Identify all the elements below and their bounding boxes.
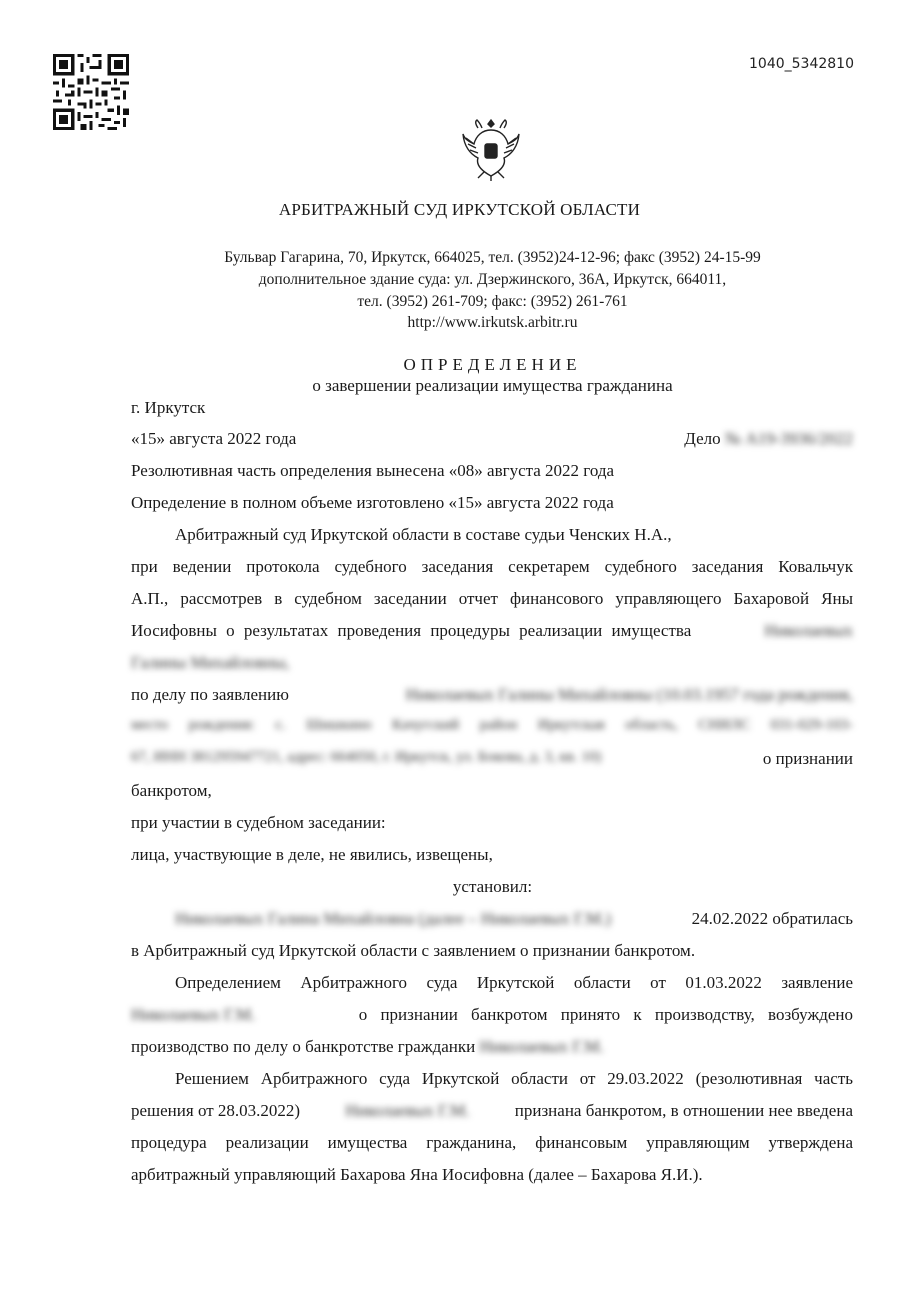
paragraph-2-line-2: А.П., рассмотрев в судебном заседании отчет финансового управляющего Бахаровой Яны bbox=[131, 589, 853, 608]
case-label: Дело bbox=[684, 429, 721, 448]
court-name: АРБИТРАЖНЫЙ СУД ИРКУТСКОЙ ОБЛАСТИ bbox=[278, 200, 641, 219]
paragraph-3-line-1 bbox=[131, 685, 853, 705]
paragraph-8-line-2 bbox=[131, 1101, 853, 1121]
paragraph-7-text: о признании банкротом принято к производству, возбуждено bbox=[358, 1005, 853, 1024]
city: г. Иркутск bbox=[131, 398, 206, 417]
paragraph-6-line-2: в Арбитражный суд Иркутской области с заявлением о признании банкротом. bbox=[131, 941, 696, 960]
date-case-row bbox=[131, 429, 853, 449]
paragraph-3-line-3 bbox=[131, 749, 853, 769]
paragraph-3-line-4: банкротом, bbox=[131, 781, 212, 800]
established-heading: установил: bbox=[452, 877, 533, 896]
court-website-link[interactable]: http://www.irkutsk.arbitr.ru bbox=[407, 314, 578, 331]
paragraph-3-text: о признании bbox=[762, 749, 853, 768]
paragraph-8-line-3: процедура реализации имущества гражданина, финансовым управляющим утверждена bbox=[131, 1133, 853, 1152]
redacted-name: Галины Михайловны, bbox=[131, 653, 290, 672]
paragraph-7-line-1: Определением Арбитражного суда Иркутской области от 01.03.2022 заявление bbox=[175, 973, 853, 992]
case-number-redacted: № А19-3936/2022 bbox=[724, 429, 853, 448]
address-line-2: дополнительное здание суда: ул. Дзержинского, 36А, Иркутск, 664011, bbox=[258, 271, 727, 288]
case-number bbox=[684, 429, 853, 449]
redacted-applicant-details: место рождения: с. Шишкино Качугский район Иркутская область, СНИЛС 031-029-103- bbox=[131, 717, 853, 733]
redacted-debtor: Николаевых Галина Михайловна (далее – Николаевых Г.М.) bbox=[175, 909, 612, 928]
coat-of-arms-icon bbox=[460, 116, 522, 182]
address-line-1: Бульвар Гагарина, 70, Иркутск, 664025, тел. (3952)24-12-96; факс (3952) 24-15-99 bbox=[224, 249, 761, 266]
paragraph-8-line-4: арбитражный управляющий Бахарова Яна Иосифовна (далее – Бахарова Я.И.). bbox=[131, 1165, 703, 1184]
paragraph-3-text: по делу по заявлению bbox=[131, 685, 289, 704]
paragraph-6-line-1 bbox=[175, 909, 853, 929]
paragraph-2-line-1: при ведении протокола судебного заседания секретарем судебного заседания Ковальчук bbox=[131, 557, 853, 576]
paragraph-8-line-1: Решением Арбитражного суда Иркутской области от 29.03.2022 (резолютивная часть bbox=[175, 1069, 853, 1088]
address-line-3: тел. (3952) 261-709; факс: (3952) 261-761 bbox=[357, 293, 628, 310]
absence-line: лица, участвующие в деле, не явились, извещены, bbox=[131, 845, 493, 864]
resolution-date-line: Резолютивная часть определения вынесена «08» августа 2022 года bbox=[131, 461, 615, 480]
paragraph-8-text: решения от 28.03.2022) bbox=[131, 1101, 301, 1120]
paragraph-7-line-3 bbox=[131, 1037, 604, 1057]
paragraph-1: Арбитражный суд Иркутской области в составе судьи Ченских Н.А., bbox=[175, 525, 672, 544]
redacted-name: Николаевых bbox=[764, 621, 853, 640]
redacted-debtor: Николаевых Г.М. bbox=[345, 1101, 470, 1120]
paragraph-2-line-3-text: Иосифовны о результатах проведения процедуры реализации имущества bbox=[131, 621, 692, 640]
redacted-applicant-address: 67, ИНН 381295947721, адрес: 664050, г. Иркутск, ул. Бокова, д. 3, кв. 10) bbox=[131, 749, 602, 765]
document-date: «15» августа 2022 года bbox=[131, 429, 297, 448]
document-id: 1040_5342810 bbox=[749, 56, 854, 72]
document-title: ОПРЕДЕЛЕНИЕ bbox=[403, 355, 582, 374]
paragraph-7-line-2 bbox=[131, 1005, 853, 1025]
paragraph-6-text: 24.02.2022 обратилась bbox=[691, 909, 853, 928]
full-text-date-line: Определение в полном объеме изготовлено «15» августа 2022 года bbox=[131, 493, 614, 512]
document-subtitle: о завершении реализации имущества гражданина bbox=[312, 376, 673, 395]
paragraph-8-text: признана банкротом, в отношении нее введена bbox=[514, 1101, 853, 1120]
participation-line: при участии в судебном заседании: bbox=[131, 813, 386, 832]
redacted-debtor: Николаевых Г.М. bbox=[131, 1005, 256, 1024]
paragraph-2-line-3 bbox=[131, 621, 853, 641]
redacted-applicant: Николаевых Галины Михайловны (10.03.1957 года рождения, bbox=[405, 685, 853, 704]
paragraph-7-text: производство по делу о банкротстве гражданки bbox=[131, 1037, 476, 1056]
qr-code bbox=[53, 54, 129, 130]
redacted-debtor: Николаевых Г.М. bbox=[479, 1037, 604, 1056]
